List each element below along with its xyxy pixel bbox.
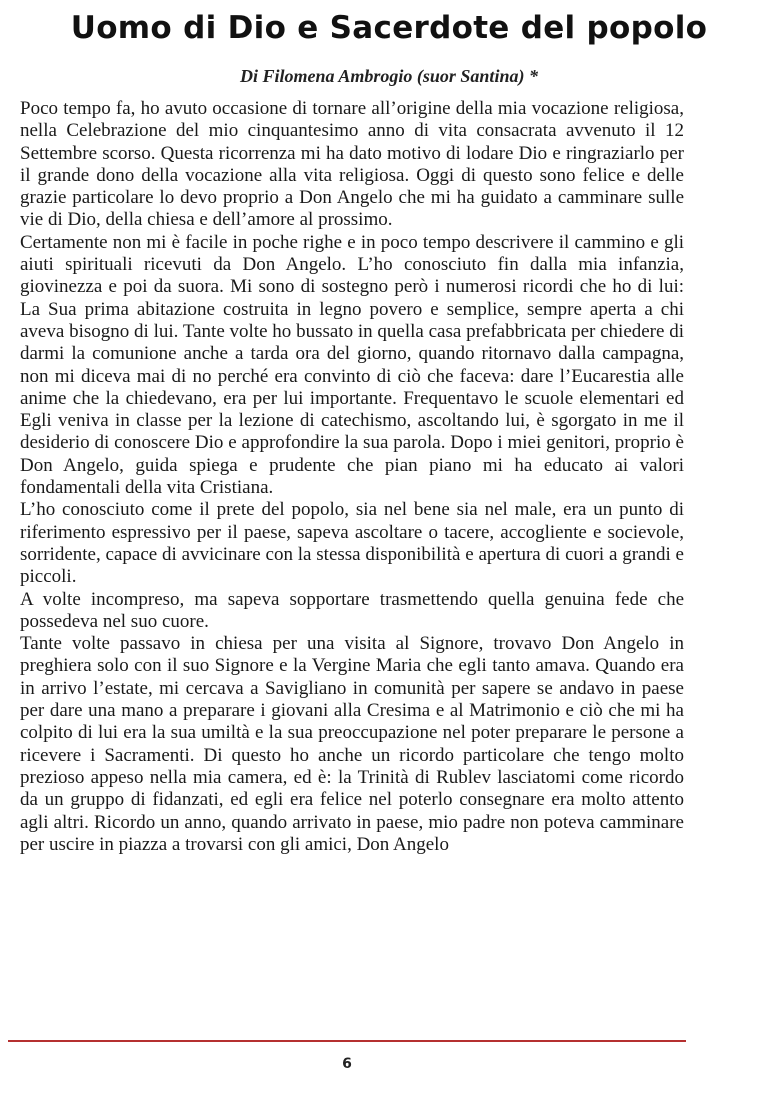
paragraph-1: Poco tempo fa, ho avuto occasione di tornare all’origine della mia vocazione religiosa, nella Celebrazione del mio cinquantesimo anno di vita consacrata avvenuto il 12 Settembre scorso. Questa ricorrenza mi ha dato motivo di lodare Dio e ringraziarlo per il grande dono della vocazione alla vita religiosa. Oggi di questo sono felice e delle grazie particolare lo devo proprio a Don Angelo che mi ha guidato a camminare sulle vie di Dio, della chiesa e dell’amore al prossimo. [20, 98, 684, 231]
paragraph-4: A volte incompreso, ma sapeva sopportare trasmettendo quella genuina fede che possedeva nel suo cuore. [20, 588, 684, 632]
author-byline: Di Filomena Ambrogio (suor Santina) * [240, 66, 538, 86]
paragraph-2: Certamente non mi è facile in poche righe e in poco tempo descrivere il cammino e gli aiuti spirituali ricevuti da Don Angelo. L’ho conosciuto fin dalla mia infanzia, giovinezza e poi da suora. Mi sono di sostegno però i numerosi ricordi che ho di lui: La Sua prima abitazione costruita in legno povero e semplice, sempre aperta a chi aveva bisogno di lui. Tante volte ho bussato in quella casa prefabbricata per chiedere di darmi la comunione anche a tarda ora del giorno, quando ritornavo dalla campagna, non mi diceva mai di no perché era convinto di ciò che faceva: dare l’Eucarestia alle anime che la chiedevano, era per lui importante. Frequentavo le scuole elementari ed Egli veniva in classe per la lezione di catechismo, ascoltando lui, è sgorgato in me il desiderio di conoscere Dio e approfondire la sua parola. Dopo i miei genitori, proprio è Don Angelo, guida spiega e prudente che pian piano mi ha educato ai valori fondamentali della vita Cristiana. [20, 231, 684, 499]
paragraph-5: Tante volte passavo in chiesa per una visita al Signore, trovavo Don Angelo in preghiera solo con il suo Signore e la Vergine Maria che egli tanto amava. Quando era in arrivo l’estate, mi cercava a Savigliano in comunità per sapere se andavo in paese per dare una mano a preparare i giovani alla Cresima e al Matrimonio e ciò che mi ha colpito di lui era la sua umiltà e la sua preoccupazione nel poter preparare le persone a ricevere i Sacramenti. Di questo ho anche un ricordo particolare che tengo molto prezioso appeso nella mia camera, ed è: la Trinità di Rublev lasciatomi come ricordo da un gruppo di fidanzati, ed egli era felice nel poterlo consegnare era molto attento agli altri. Ricordo un anno, quando arrivato in paese, mio padre non poteva camminare per uscire in piazza a trovarsi con gli amici, Don Angelo [20, 633, 684, 855]
footer-divider [8, 1040, 686, 1042]
article-body [20, 98, 684, 856]
article-title: Uomo di Dio e Sacerdote del popolo [70, 10, 708, 46]
page-number: 6 [342, 1056, 352, 1072]
paragraph-3: L’ho conosciuto come il prete del popolo, sia nel bene sia nel male, era un punto di riferimento espressivo per il paese, sapeva ascoltare o tacere, accogliente e socievole, sorridente, capace di avvicinare con la stessa disponibilità e apertura di cuori a grandi e piccoli. [20, 499, 684, 588]
